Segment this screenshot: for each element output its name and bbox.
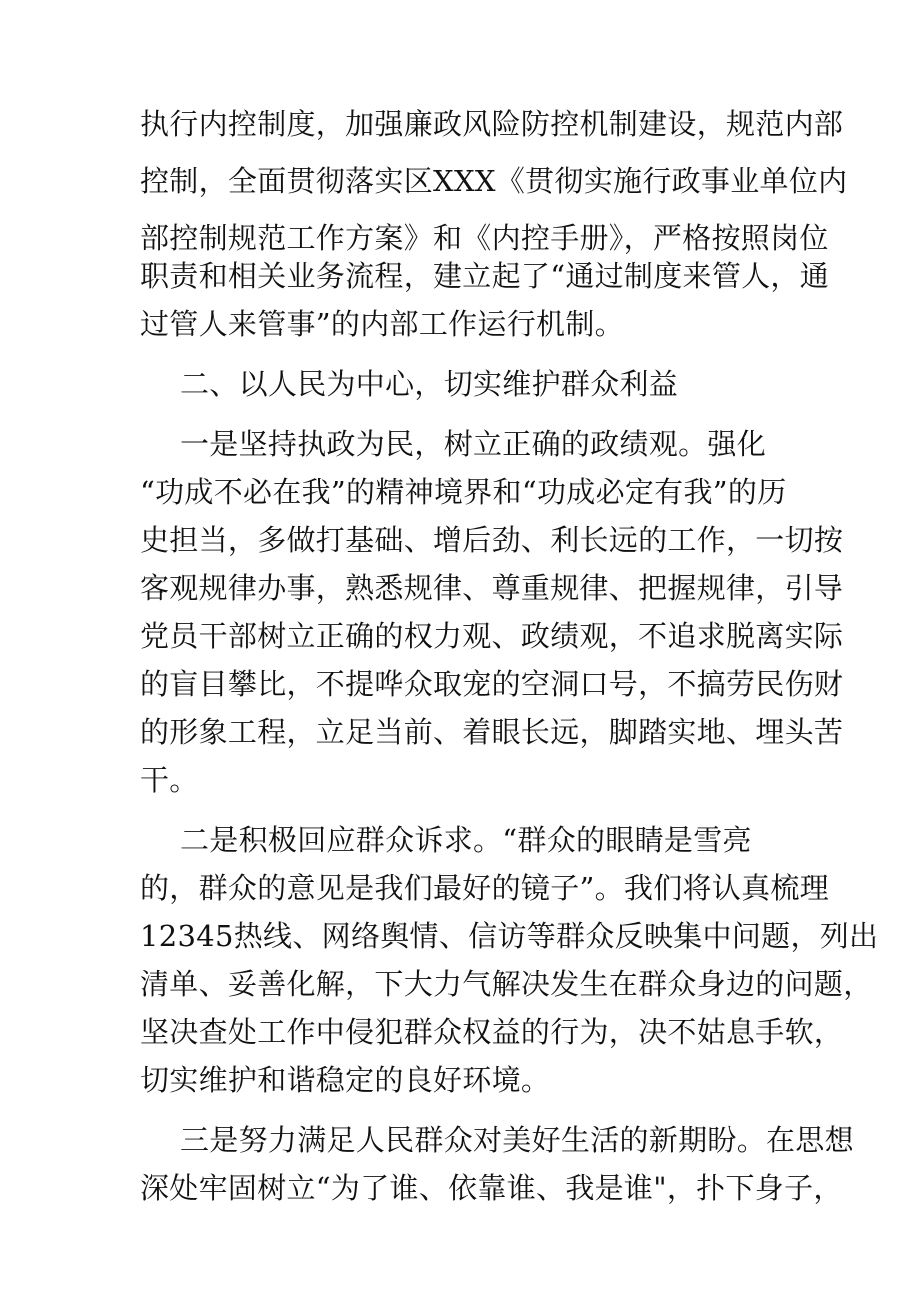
text-line: 部控制规范工作方案》和《内控手册》，严格按照岗位 [140,221,829,255]
text-line: 深处牢固树立“为了谁、依靠谁、我是谁"，扑下身子， [140,1171,843,1205]
text-line: 的形象工程，立足当前、着眼长远，脚踏实地、埋头苦 [140,715,844,749]
text-line: 党员干部树立正确的权力观、政绩观，不追求脱离实际 [140,619,844,653]
text-line: 职责和相关业务流程，建立起了“通过制度来管人，通 [140,259,830,293]
paragraph-first-line: 三是努力满足人民群众对美好生活的新期盼。在思想 [180,1123,854,1157]
text-line: 过管人来管事”的内部工作运行机制。 [140,307,624,341]
text-line: 客观规律办事，熟悉规律、尊重规律、把握规律，引导 [140,571,844,605]
text-line: 的，群众的意见是我们最好的镜子”。我们将认真梳理 [140,871,830,905]
section-heading: 二、以人民为中心，切实维护群众利益 [180,367,679,401]
text-line: 干。 [140,763,199,797]
text-line: 史担当，多做打基础、增后劲、利长远的工作，一切按 [140,523,844,557]
text-line: 切实维护和谐稳定的良好环境。 [140,1063,551,1097]
text-line: 清单、妥善化解，下大力气解决发生在群众身边的问题， [140,967,873,1001]
text-line: 控制，全面贯彻落实区XXX《贯彻实施行政事业单位内 [140,164,848,198]
paragraph-first-line: 二是积极回应群众诉求。“群众的眼睛是雪亮 [180,823,752,857]
text-line: 执行内控制度，加强廉政风险防控机制建设，规范内部 [140,107,844,141]
text-line: 12345热线、网络舆情、信访等群众反映集中问题，列出 [140,919,879,953]
text-line: “功成不必在我”的精神境界和“功成必定有我”的历 [140,475,787,509]
text-line: 坚决查处工作中侵犯群众权益的行为，决不姑息手软， [140,1015,844,1049]
text-line: 的盲目攀比，不提哗众取宠的空洞口号，不搞劳民伤财 [140,667,844,701]
paragraph-first-line: 一是坚持执政为民，树立正确的政绩观。强化 [180,427,767,461]
